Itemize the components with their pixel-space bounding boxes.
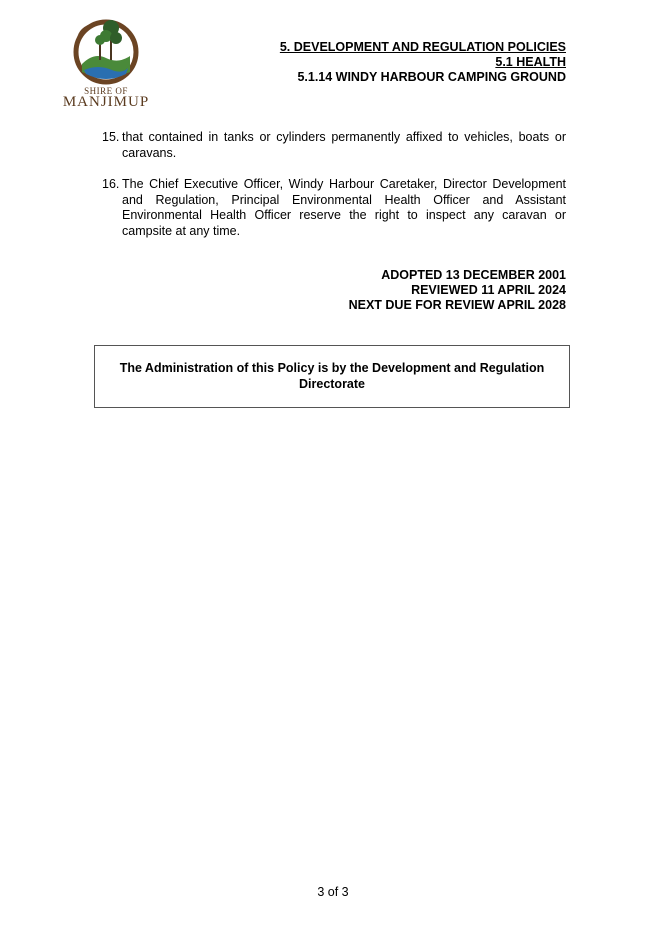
item-text: The Chief Executive Officer, Windy Harbour Caretaker, Director Development and Regulation, Principal Environmental Health Officer and Assistant Environmental Health Officer reserve the right to inspect any caravan or campsite at any time. xyxy=(122,177,566,238)
header-section: 5. DEVELOPMENT AND REGULATION POLICIES xyxy=(279,40,566,54)
item-number: 16. xyxy=(102,177,120,191)
item-number: 15. xyxy=(102,130,120,144)
logo-text-line2: MANJIMUP xyxy=(62,94,150,110)
reviewed-date: REVIEWED 11 APRIL 2024 xyxy=(411,283,566,297)
adopted-date: ADOPTED 13 DECEMBER 2001 xyxy=(381,268,566,282)
header-policy-title: 5.1.14 WINDY HARBOUR CAMPING GROUND xyxy=(297,70,566,84)
logo-text-line1: SHIRE OF xyxy=(84,86,128,96)
next-review-date: NEXT DUE FOR REVIEW APRIL 2028 xyxy=(348,298,566,312)
policy-status xyxy=(349,268,566,313)
page-number: 3 of 3 xyxy=(317,885,349,899)
policy-header xyxy=(280,40,566,85)
administration-note-text: The Administration of this Policy is by the Development and Regulation Directorate xyxy=(119,361,545,391)
administration-note xyxy=(94,345,570,408)
list-item xyxy=(102,177,566,239)
item-text: that contained in tanks or cylinders permanently affixed to vehicles, boats or caravans. xyxy=(122,130,566,160)
list-item xyxy=(102,130,566,161)
header-subsection: 5.1 HEALTH xyxy=(495,55,566,69)
policy-items xyxy=(102,130,566,255)
